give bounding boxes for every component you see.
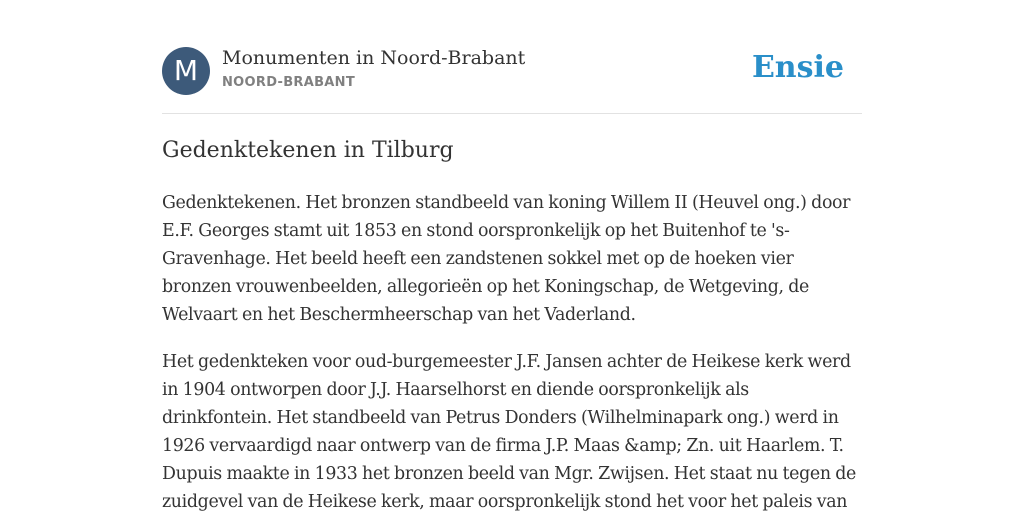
article-paragraph: Gedenktekenen. Het bronzen standbeeld van koning Willem II (Heuvel ong.) door E.F. Georges stamt uit 1853 en stond oorspronkelijk op het Buitenhof te 's-Gravenhage. Het beeld heeft een zandstenen sokkel met op de hoeken vier bronzen vrouwenbeelden, allegorieën op het Koningschap, de Wetgeving, de Welvaart en het Beschermheerschap van het Vaderland.: [162, 193, 851, 325]
ensie-logo[interactable]: Ensie: [751, 50, 844, 85]
article-title: Gedenktekenen in Tilburg: [162, 138, 454, 163]
site-subtitle[interactable]: NOORD-BRABANT: [222, 75, 356, 90]
article-paragraph: Het gedenkteken voor oud-burgemeester J.F. Jansen achter de Heikese kerk werd in 1904 ontworpen door J.J. Haarselhorst en diende oorspronkelijk als drinkfontein. Het standbeeld van Petrus Donders (Wilhelminapark ong.) werd in 1926 vervaardigd naar ontwerp van de firma J.P. Maas &amp; Zn. uit Haarlem. T. Dupuis maakte in 1933 het bronzen beeld van Mgr. Zwijsen. Het staat nu tegen de zuidgevel van de Heikese kerk, maar oorspronkelijk stond het voor het paleis van: [162, 352, 856, 512]
site-header: [162, 46, 862, 96]
article-body: [162, 189, 862, 512]
header-divider: [162, 113, 862, 114]
avatar[interactable]: M: [162, 47, 210, 95]
site-title[interactable]: Monumenten in Noord-Brabant: [222, 47, 526, 69]
